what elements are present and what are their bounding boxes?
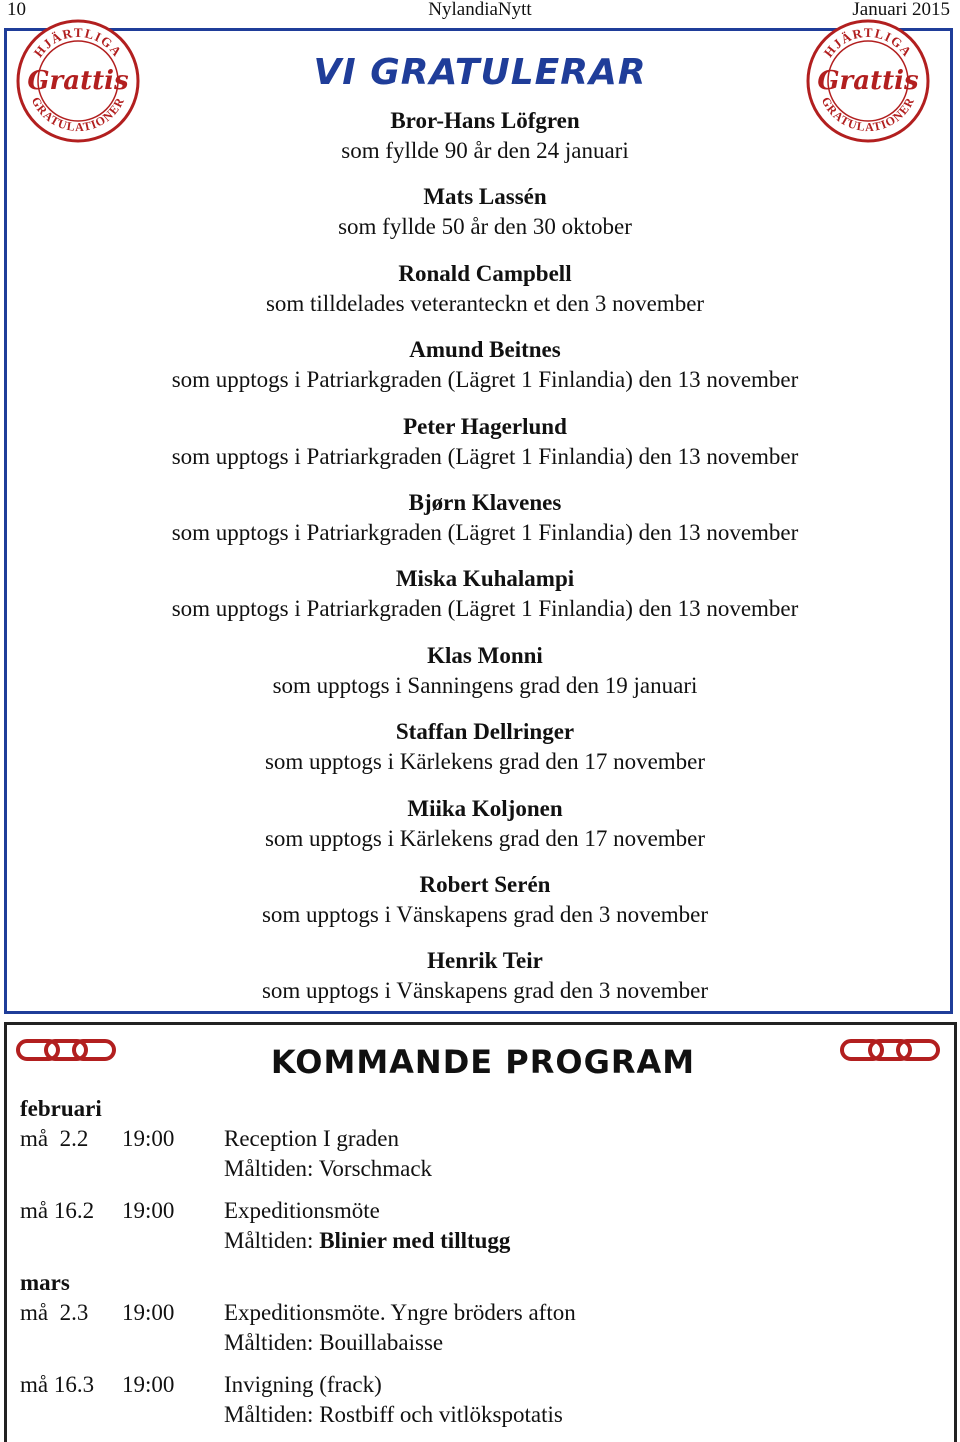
congratulation-entry [0, 335, 960, 411]
event-meal-line [20, 1400, 920, 1430]
honoree-description: som upptogs i Vänskapens grad den 3 november [261, 901, 709, 927]
event-title: Reception I graden [224, 1126, 399, 1151]
congratulation-entry [0, 182, 960, 258]
honoree-name: Amund Beitnes [409, 337, 561, 363]
event-meal: Vorschmack [318, 1156, 433, 1181]
meal-prefix: Måltiden: [224, 1156, 319, 1181]
congratulation-entry [0, 794, 960, 870]
congratulation-entry [0, 717, 960, 793]
event-title: Expeditionsmöte. Yngre bröders afton [224, 1300, 576, 1325]
event-meal-line [20, 1328, 920, 1358]
event-day: må 16.3 [20, 1372, 95, 1397]
program-title: KOMMANDE PROGRAM [270, 1043, 696, 1081]
event-meal-line [20, 1154, 920, 1184]
event-time: 19:00 [122, 1372, 175, 1397]
seal-top-text: HJÄRTLIGA [820, 24, 916, 60]
event-meal: Rostbiff och vitlökspotatis [319, 1402, 563, 1427]
event-meal-line [20, 1226, 920, 1256]
honoree-description: som upptogs i Sanningens grad den 19 januari [272, 672, 698, 698]
honoree-name: Henrik Teir [427, 948, 543, 974]
seal-script-text: Grattis [27, 66, 129, 96]
event-title: Invigning (frack) [224, 1372, 382, 1397]
program-event [20, 1124, 920, 1154]
congratulation-entry [0, 259, 960, 335]
congratulation-entry [0, 412, 960, 488]
congratulation-entry [0, 488, 960, 564]
event-day: må 16.2 [20, 1198, 95, 1223]
seal-bottom-text: GRATULATIONER [818, 94, 918, 135]
honoree-name: Bror-Hans Löfgren [390, 108, 580, 133]
congratulation-entry [0, 106, 960, 182]
event-meal: Bouillabaisse [319, 1330, 444, 1355]
honoree-description: som upptogs i Patriarkgraden (Lägret 1 Finlandia) den 13 november [171, 443, 799, 469]
event-meal: Blinier med tilltugg [319, 1228, 511, 1253]
honoree-description: som upptogs i Patriarkgraden (Lägret 1 Finlandia) den 13 november [171, 519, 799, 545]
program-list [20, 1094, 920, 1430]
page-number: 10 [7, 0, 26, 20]
month-heading: februari [20, 1096, 102, 1121]
event-time: 19:00 [122, 1198, 175, 1223]
honoree-description: som fyllde 50 år den 30 oktober [338, 214, 632, 240]
seal-script-text: Grattis [817, 66, 919, 96]
seal-bottom-text: GRATULATIONER [28, 94, 128, 135]
congratulation-entry [0, 641, 960, 717]
publication-name: NylandiaNytt [428, 0, 532, 20]
program-event [20, 1196, 920, 1226]
meal-prefix: Måltiden: [224, 1228, 320, 1253]
honoree-name: Miska Kuhalampi [395, 566, 575, 592]
honoree-name: Ronald Campbell [398, 260, 572, 286]
seal-top-text: HJÄRTLIGA [30, 24, 126, 60]
honoree-description: som upptogs i Patriarkgraden (Lägret 1 Finlandia) den 13 november [171, 367, 799, 393]
congratulations-title: VI GRATULERAR [313, 52, 647, 93]
honoree-name: Bjørn Klavenes [408, 489, 562, 515]
month-heading: mars [20, 1270, 70, 1295]
event-day: må 2.3 [20, 1300, 89, 1325]
honoree-description: som upptogs i Patriarkgraden (Lägret 1 Finlandia) den 13 november [171, 596, 799, 622]
congratulation-entry [0, 946, 960, 1022]
honoree-description: som fyllde 90 år den 24 januari [341, 138, 629, 163]
honoree-name: Klas Monni [427, 642, 543, 668]
congratulations-list [0, 106, 960, 1023]
honoree-description: som tilldelades veteranteckn et den 3 november [265, 290, 705, 316]
honoree-description: som upptogs i Kärlekens grad den 17 november [264, 825, 706, 851]
congratulation-entry [0, 870, 960, 946]
honoree-name: Robert Serén [419, 871, 551, 897]
honoree-name: Peter Hagerlund [403, 413, 567, 439]
program-event [20, 1298, 920, 1328]
issue-date: Januari 2015 [852, 0, 950, 20]
meal-prefix: Måltiden: [224, 1402, 320, 1427]
event-title: Expeditionsmöte [224, 1198, 380, 1223]
event-time: 19:00 [122, 1300, 175, 1325]
event-day: må 2.2 [20, 1126, 89, 1151]
meal-prefix: Måltiden: [224, 1330, 320, 1355]
honoree-name: Staffan Dellringer [395, 719, 575, 745]
event-time: 19:00 [122, 1126, 175, 1151]
honoree-name: Mats Lassén [423, 184, 547, 210]
program-event [20, 1370, 920, 1400]
honoree-name: Miika Koljonen [407, 795, 563, 821]
honoree-description: som upptogs i Kärlekens grad den 17 november [264, 749, 706, 775]
honoree-description: som upptogs i Vänskapens grad den 3 november [261, 978, 709, 1004]
congratulation-entry [0, 564, 960, 640]
